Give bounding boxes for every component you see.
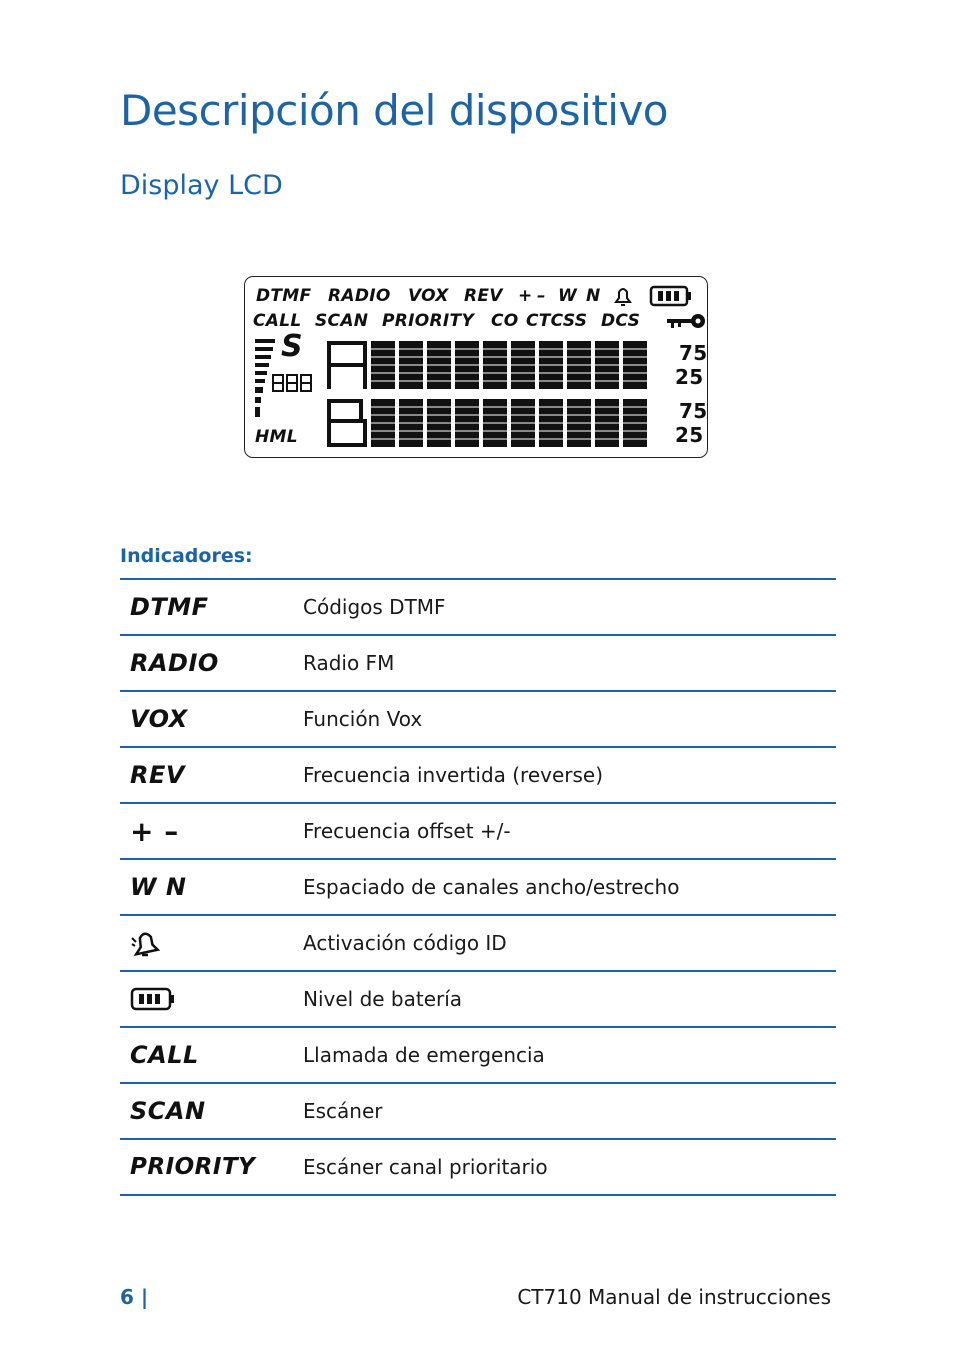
key-icon (667, 314, 705, 328)
bell-icon (616, 289, 630, 305)
lcd-scan: SCAN (315, 311, 369, 331)
lcd-ctcss: CTCSS (526, 311, 588, 331)
row-description: Radio FM (303, 651, 395, 675)
battery-icon (651, 287, 691, 305)
table-row (120, 1084, 836, 1140)
lcd-vox: VOX (408, 286, 449, 306)
footer-title: CT710 Manual de instrucciones (517, 1285, 831, 1309)
table-row (120, 748, 836, 804)
symbol-radio: RADIO (130, 649, 219, 677)
lcd-dtmf: DTMF (256, 286, 312, 306)
large-b-glyph (329, 401, 365, 445)
lcd-hml: HML (255, 427, 298, 447)
page-number: 6 | (120, 1285, 149, 1309)
symbol-bell (120, 928, 303, 958)
section-subtitle: Display LCD (120, 170, 283, 201)
symbol-rev: REV (130, 761, 185, 789)
page-title: Descripción del dispositivo (120, 86, 669, 135)
table-row (120, 1140, 836, 1196)
table-row (120, 1028, 836, 1084)
row-description: Escáner canal prioritario (303, 1155, 548, 1179)
symbol-scan: SCAN (130, 1097, 206, 1125)
table-row (120, 692, 836, 748)
channel-digits (273, 375, 311, 391)
table-row (120, 804, 836, 860)
row-description: Frecuencia invertida (reverse) (303, 763, 604, 787)
symbol-plus-minus: + – (130, 814, 179, 848)
symbol-vox: VOX (130, 705, 188, 733)
row-description: Escáner (303, 1099, 383, 1123)
lcd-co: CO (491, 311, 519, 331)
lcd-w: W (558, 286, 578, 306)
lcd-rev: REV (464, 286, 503, 306)
row-description: Activación código ID (303, 931, 507, 955)
lcd-minus: – (537, 286, 546, 306)
lcd-step-b-top: 75 (679, 399, 708, 423)
lcd-call: CALL (253, 311, 302, 331)
lcd-plus: + (518, 286, 533, 306)
indicators-table (120, 578, 836, 1196)
row-description: Frecuencia offset +/- (303, 819, 511, 843)
bell-icon (130, 928, 164, 958)
symbol-battery (120, 985, 303, 1013)
indicators-label: Indicadores: (120, 545, 253, 567)
lcd-step-b-bottom: 25 (675, 423, 704, 447)
row-description: Códigos DTMF (303, 595, 446, 619)
table-row (120, 860, 836, 916)
row-description: Nivel de batería (303, 987, 463, 1011)
symbol-w-n: W N (130, 873, 187, 901)
lcd-n: N (586, 286, 601, 306)
row-description: Llamada de emergencia (303, 1043, 545, 1067)
table-row (120, 916, 836, 972)
lcd-priority: PRIORITY (382, 311, 475, 331)
lcd-radio: RADIO (328, 286, 391, 306)
lcd-step-a-bottom: 25 (675, 365, 704, 389)
table-row (120, 972, 836, 1028)
lcd-s-label: S (281, 329, 303, 364)
battery-icon (130, 985, 176, 1013)
symbol-priority: PRIORITY (130, 1154, 256, 1180)
lcd-dcs: DCS (601, 311, 641, 331)
symbol-dtmf: DTMF (130, 593, 209, 621)
row-description: Función Vox (303, 707, 423, 731)
large-a-glyph (329, 343, 365, 389)
symbol-call: CALL (130, 1041, 199, 1069)
lcd-step-a-top: 75 (679, 341, 708, 365)
row-description: Espaciado de canales ancho/estrecho (303, 875, 680, 899)
table-row (120, 636, 836, 692)
table-row (120, 580, 836, 636)
lcd-display (244, 276, 708, 458)
